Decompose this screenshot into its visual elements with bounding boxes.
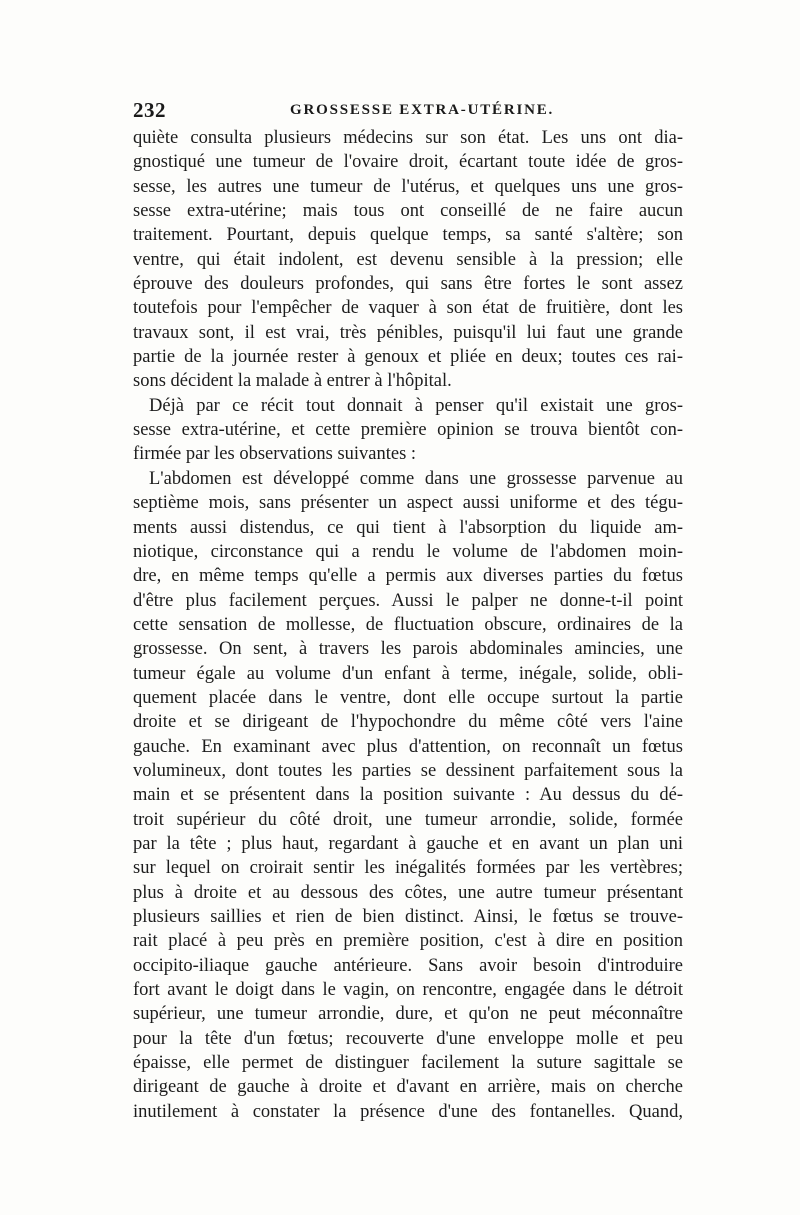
text-line: épaisse, elle permet de distinguer facilement la suture sagittale se bbox=[133, 1053, 683, 1074]
body-text bbox=[133, 126, 683, 1124]
text-line: dre, en même temps qu'elle a permis aux diverses parties du fœtus bbox=[133, 566, 683, 587]
text-line: ventre, qui était indolent, est devenu sensible à la pression; elle bbox=[133, 249, 683, 270]
text-line: toutefois pour l'empêcher de vaquer à son état de fruitière, dont les bbox=[133, 298, 683, 319]
text-line: d'être plus facilement perçues. Aussi le palper ne donne-t-il point bbox=[133, 590, 683, 611]
text-line: rait placé à peu près en première position, c'est à dire en position bbox=[133, 931, 683, 952]
text-line: plus à droite et au dessous des côtes, une autre tumeur présentant bbox=[133, 882, 683, 903]
text-line: sesse extra-utérine, et cette première opinion se trouva bientôt con- bbox=[133, 420, 683, 441]
text-line: quiète consulta plusieurs médecins sur son état. Les uns ont dia- bbox=[133, 128, 683, 148]
text-line: cette sensation de mollesse, de fluctuation obscure, ordinaires de la bbox=[133, 614, 683, 635]
text-line: firmée par les observations suivantes : bbox=[133, 444, 417, 465]
text-line: ments aussi distendus, ce qui tient à l'absorption du liquide am- bbox=[133, 517, 683, 538]
page-number: 232 bbox=[133, 98, 166, 122]
text-line: septième mois, sans présenter un aspect aussi uniforme et des tégu- bbox=[133, 493, 683, 514]
text-line: sesse extra-utérine; mais tous ont conseillé de ne faire aucun bbox=[133, 201, 683, 222]
text-line: gauche. En examinant avec plus d'attention, on reconnaît un fœtus bbox=[133, 736, 683, 757]
text-line: par la tête ; plus haut, regardant à gauche et en avant un plan uni bbox=[133, 833, 683, 854]
text-line: travaux sont, il est vrai, très pénibles, puisqu'il lui faut une grande bbox=[133, 322, 683, 343]
text-line: L'abdomen est développé comme dans une grossesse parvenue au bbox=[149, 468, 683, 489]
text-line: troit supérieur du côté droit, une tumeur arrondie, solide, formée bbox=[133, 809, 683, 830]
text-line: tumeur égale au volume d'un enfant à terme, inégale, solide, obli- bbox=[133, 663, 683, 684]
text-line: supérieur, une tumeur arrondie, dure, et qu'on ne peut méconnaître bbox=[133, 1004, 683, 1025]
text-line: quement placée dans le ventre, dont elle occupe surtout la partie bbox=[133, 687, 683, 708]
text-line: partie de la journée rester à genoux et pliée en deux; toutes ces rai- bbox=[133, 347, 683, 368]
text-line: grossesse. On sent, à travers les parois abdominales amincies, une bbox=[133, 639, 683, 660]
text-line: inutilement à constater la présence d'une des fontanelles. Quand, bbox=[133, 1101, 683, 1122]
text-line: main et se présentent dans la position suivante : Au dessus du dé- bbox=[133, 785, 683, 806]
page-header bbox=[133, 98, 683, 126]
text-line: Déjà par ce récit tout donnait à penser qu'il existait une gros- bbox=[149, 395, 683, 416]
text-line: fort avant le doigt dans le vagin, on rencontre, engagée dans le détroit bbox=[133, 980, 683, 1001]
running-head: GROSSESSE EXTRA-UTÉRINE. bbox=[290, 102, 555, 118]
text-line: plusieurs saillies et rien de bien distinct. Ainsi, le fœtus se trouve- bbox=[133, 907, 683, 927]
text-line: niotique, circonstance qui a rendu le volume de l'abdomen moin- bbox=[133, 541, 683, 562]
text-line: volumineux, dont toutes les parties se dessinent parfaitement sous la bbox=[133, 760, 683, 781]
text-line: pour la tête d'un fœtus; recouverte d'une enveloppe molle et peu bbox=[133, 1028, 683, 1049]
text-line: sur lequel on croirait sentir les inégalités formées par les vertèbres; bbox=[133, 858, 683, 879]
text-line: sesse, les autres une tumeur de l'utérus, et quelques uns une gros- bbox=[133, 176, 683, 197]
text-line: occipito-iliaque gauche antérieure. Sans avoir besoin d'introduire bbox=[133, 955, 683, 976]
text-line: dirigeant de gauche à droite et d'avant en arrière, mais on cherche bbox=[133, 1077, 683, 1098]
text-line: gnostiqué une tumeur de l'ovaire droit, écartant toute idée de gros- bbox=[133, 152, 683, 173]
text-line: traitement. Pourtant, depuis quelque temps, sa santé s'altère; son bbox=[133, 225, 683, 246]
text-line: éprouve des douleurs profondes, qui sans être fortes le sont assez bbox=[133, 274, 683, 295]
text-line: sons décident la malade à entrer à l'hôpital. bbox=[133, 371, 452, 392]
text-line: droite et se dirigeant de l'hypochondre du même côté vers l'aine bbox=[133, 712, 683, 733]
